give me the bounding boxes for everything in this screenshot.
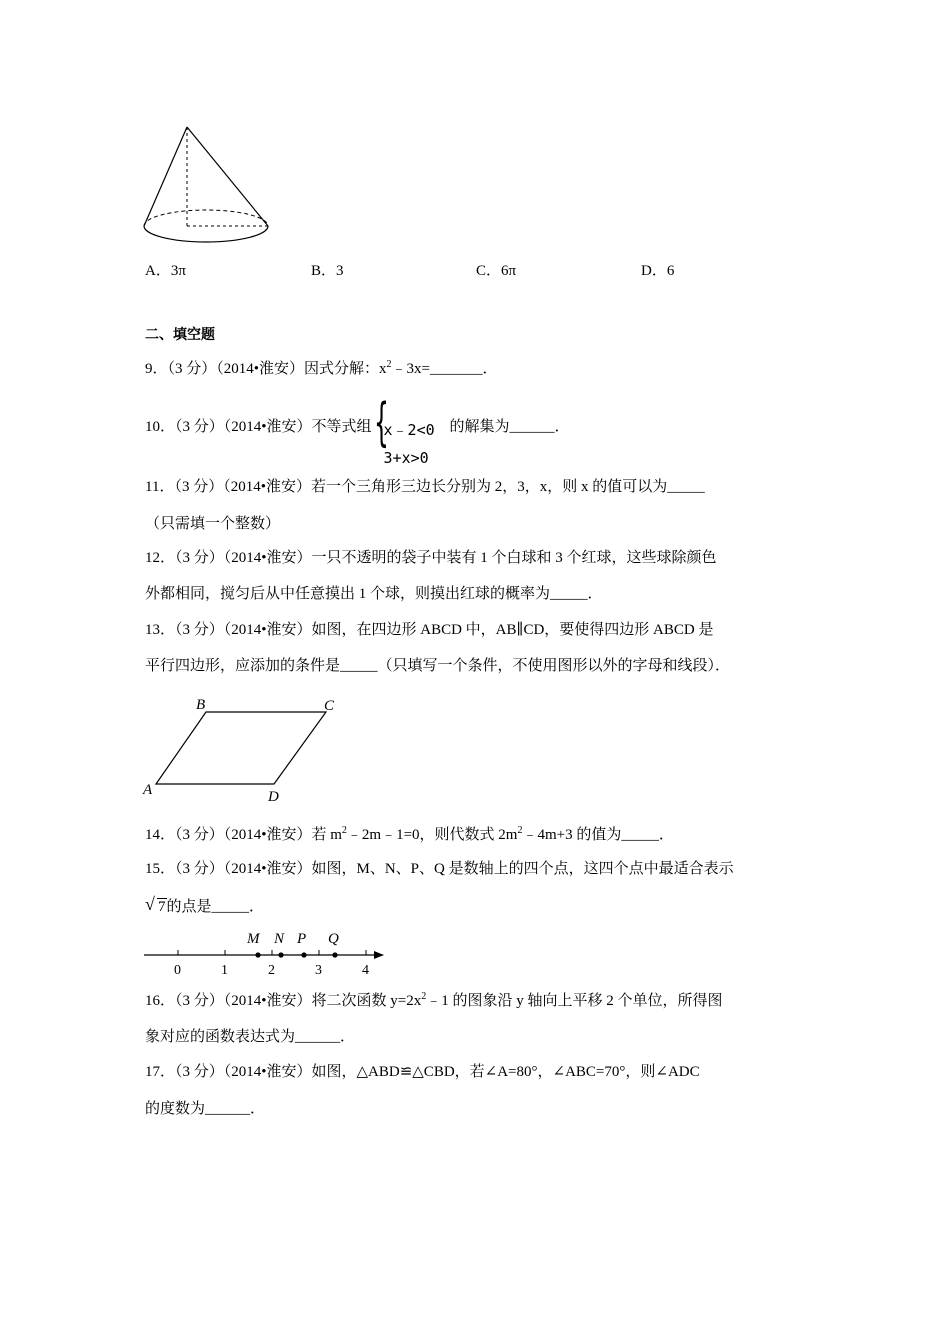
tick-label: 2: [268, 963, 275, 978]
tick-label: 0: [174, 963, 181, 978]
sqrt-expression: √ 7: [145, 894, 166, 915]
question-15-line1: 15．（3 分）（2014•淮安）如图，M、N、P、Q 是数轴上的四个点，这四个点中最适合表示: [145, 861, 734, 877]
question-11-line2: （只需填一个整数）: [145, 516, 281, 532]
option-d: D．6: [641, 263, 675, 279]
vertex-b-label: B: [196, 697, 206, 713]
tick-label: 1: [221, 963, 228, 978]
vertex-c-label: C: [324, 698, 335, 714]
point-marker: [301, 952, 306, 957]
point-label: Q: [328, 931, 339, 947]
tick-label: 3: [315, 963, 322, 978]
question-16-line2: 象对应的函数表达式为______．: [145, 1029, 356, 1045]
question-9: 9．（3 分）（2014•淮安）因式分解：$x^2﹣3x=\_\_\_\_\_\_\_$．: [145, 359, 498, 377]
question-16-line1: 16．（3 分）（2014•淮安）将二次函数 $y=2x^2﹣1$ 的图象沿 y 轴向上平移 2 个单位，所得图: [145, 991, 723, 1009]
point-marker: [332, 952, 337, 957]
tick-label: 4: [362, 963, 369, 978]
point-marker: [278, 952, 283, 957]
question-12-line1: 12．（3 分）（2014•淮安）一只不透明的袋子中装有 1 个白球和 3 个红球，这些球除颜色: [145, 550, 717, 566]
question-14: 14．（3 分）（2014•淮安）若 $m^2﹣2m﹣1=0$，则代数式 $2m^2﹣4m+3$ 的值为_____．: [145, 825, 674, 843]
question-13-line2: 平行四边形，应添加的条件是_____（只填写一个条件，不使用图形以外的字母和线段）．: [145, 658, 731, 674]
vertex-d-label: D: [268, 789, 279, 805]
question-11-line1: 11．（3 分）（2014•淮安）若一个三角形三边长分别为 2，3，x，则 x 的值可以为_____: [145, 479, 705, 495]
point-label: M: [247, 931, 260, 947]
option-b: B．3: [311, 263, 344, 279]
question-12-line2: 外都相同，搅匀后从中任意摸出 1 个球，则摸出红球的概率为_____．: [145, 586, 603, 602]
question-17-line2: 的度数为______．: [145, 1101, 266, 1117]
point-label: P: [297, 931, 307, 947]
cone-figure: [140, 122, 272, 250]
option-a: A．3π: [145, 263, 186, 279]
inequality-system: { x﹣2<0 3+x>0: [373, 392, 435, 467]
question-15-line2: √ 7的点是_____．: [145, 894, 265, 915]
parallelogram-figure: [140, 694, 340, 806]
number-line-figure: [140, 928, 390, 980]
question-17-line1: 17．（3 分）（2014•淮安）如图，△ABD≌△CBD，若∠A=80°，∠ABC=70°，则∠ADC: [145, 1064, 700, 1080]
question-10: 10．（3 分）（2014•淮安）不等式组 { x﹣2<0 3+x>0 的解集为______．: [145, 392, 570, 467]
question-13-line1: 13．（3 分）（2014•淮安）如图，在四边形 ABCD 中，AB∥CD，要使得四边形 ABCD 是: [145, 622, 714, 638]
vertex-a-label: A: [143, 782, 153, 798]
section-heading: 二、填空题: [145, 327, 215, 343]
option-c: C．6π: [476, 263, 517, 279]
point-label: N: [274, 931, 285, 947]
point-marker: [255, 952, 260, 957]
